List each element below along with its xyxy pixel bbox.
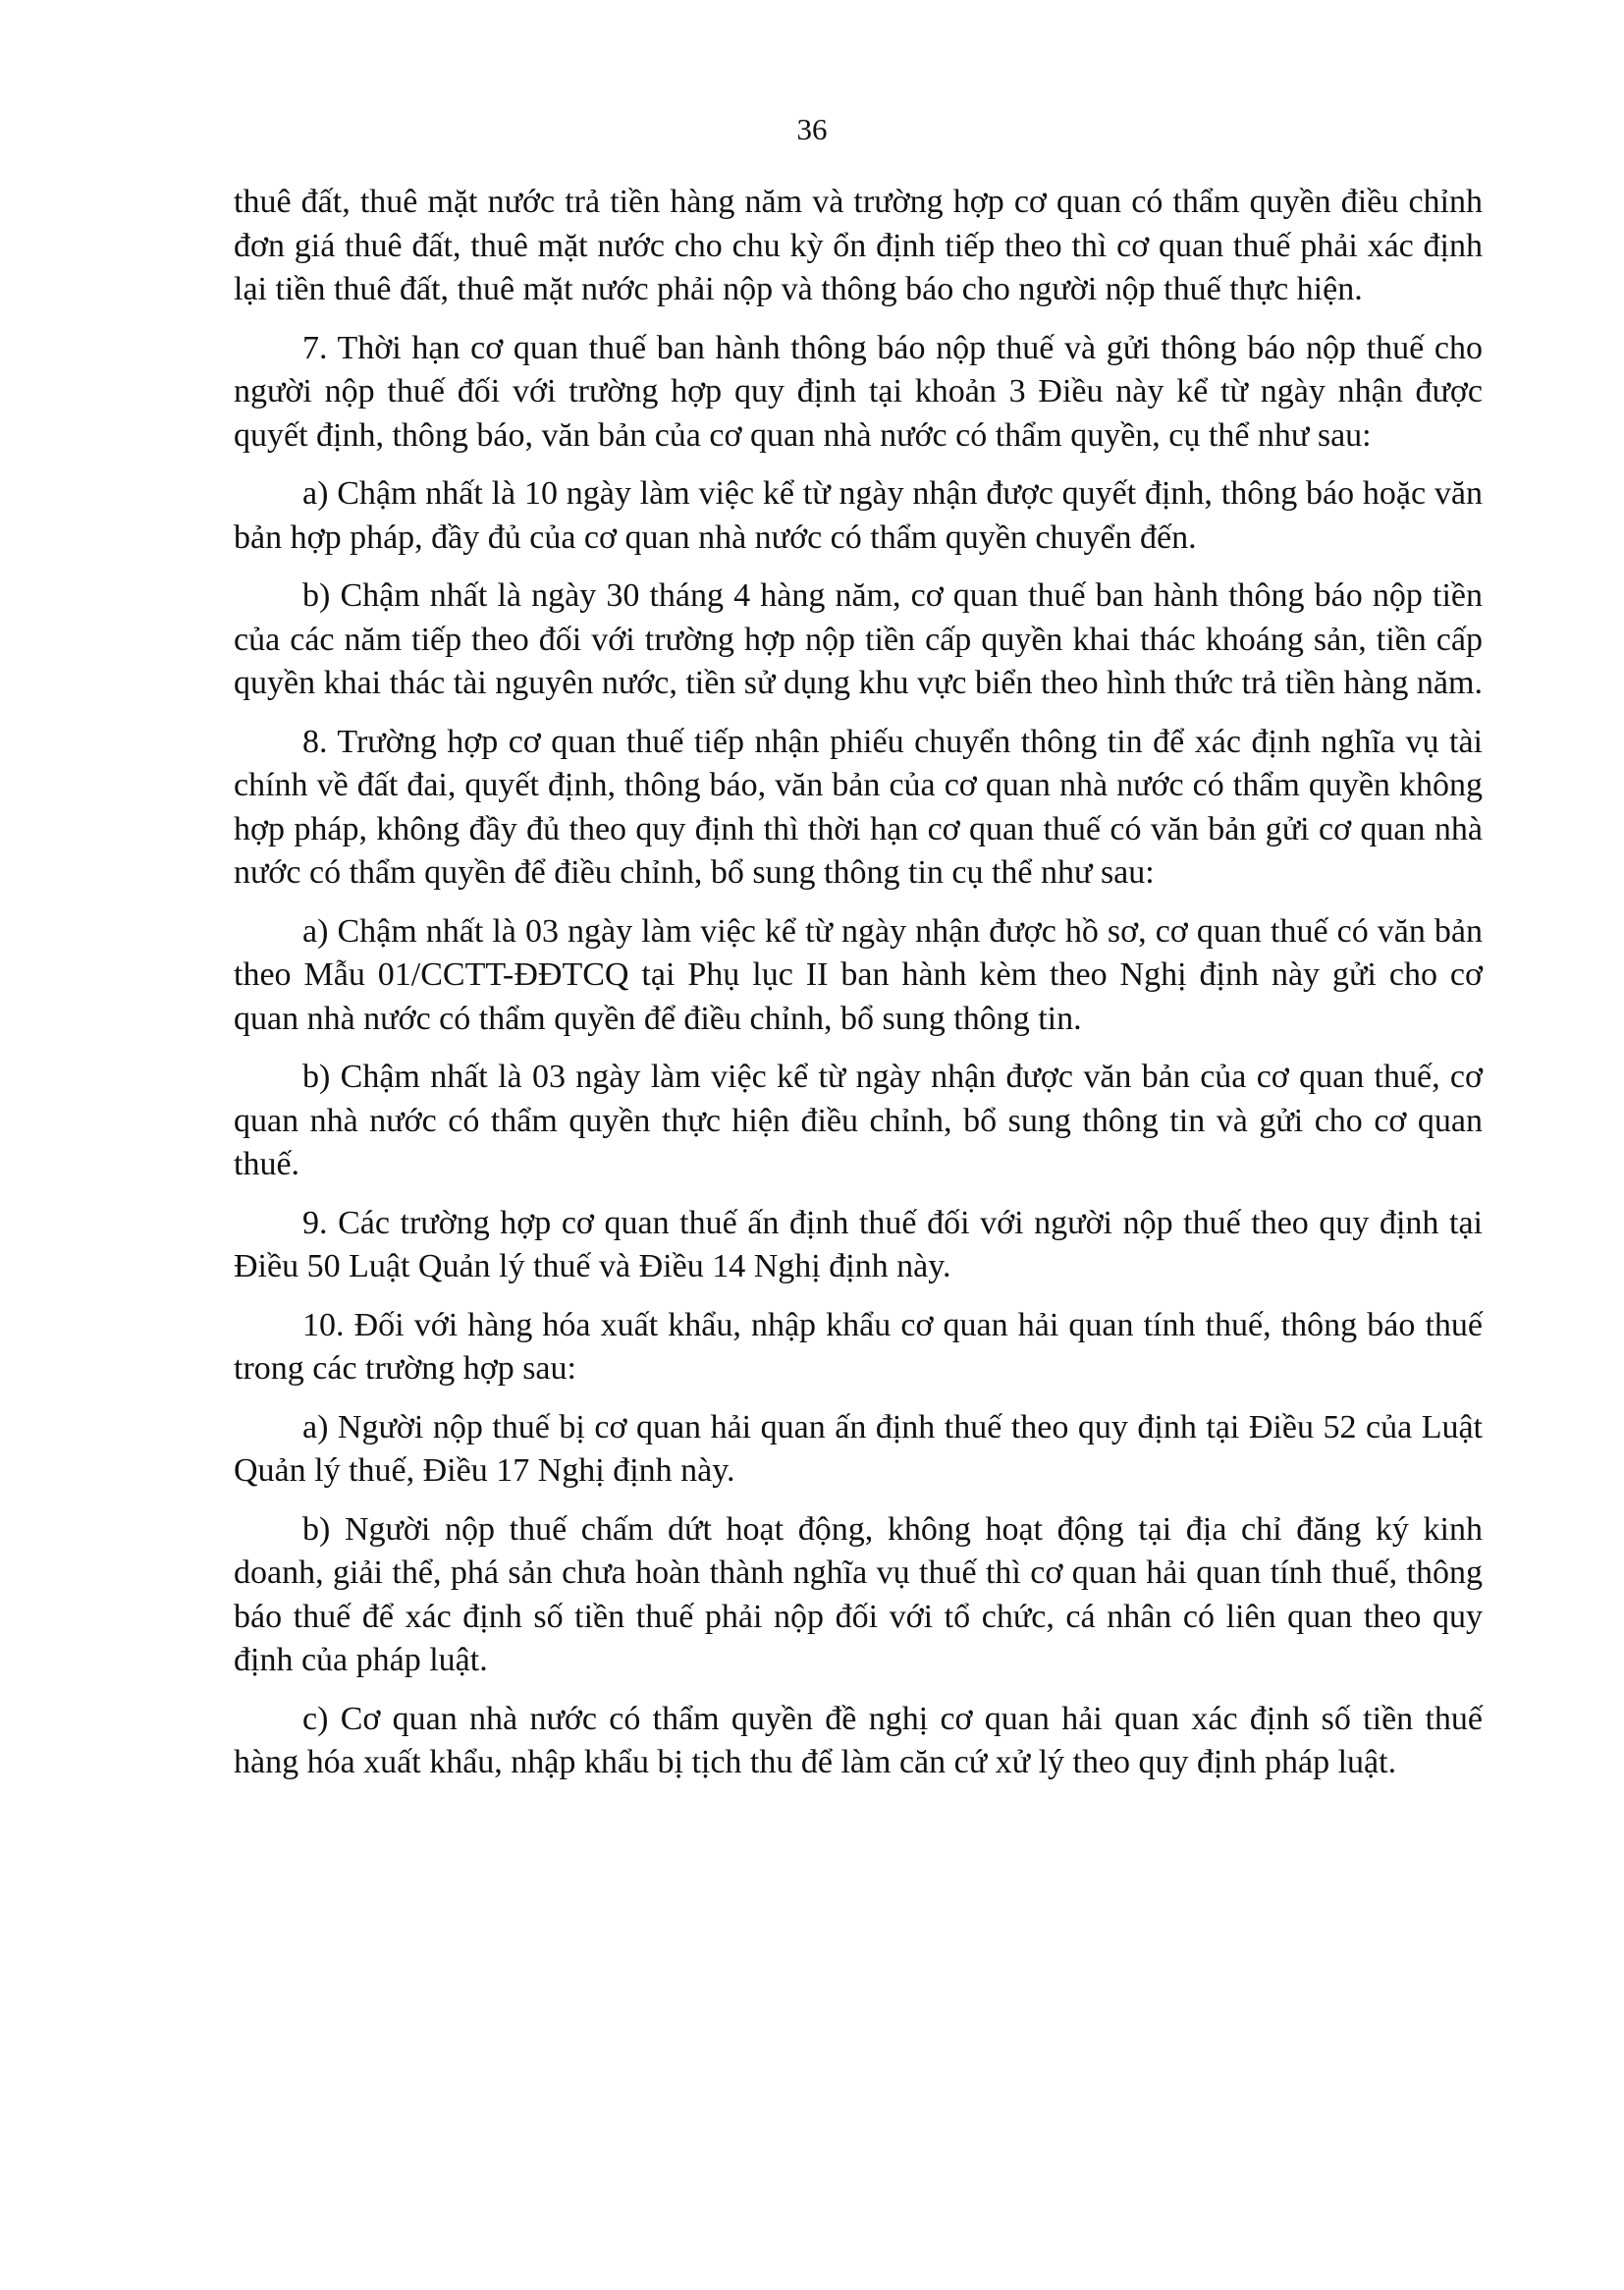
paragraph-clause-8b: b) Chậm nhất là 03 ngày làm việc kể từ ngày nhận được văn bản của cơ quan thuế, cơ quan nhà nước có thẩm quyền thực hiện điều chỉnh, bổ sung thông tin và gửi cho cơ quan thuế.	[234, 1059, 1483, 1182]
paragraph-clause-7b: b) Chậm nhất là ngày 30 tháng 4 hàng năm, cơ quan thuế ban hành thông báo nộp tiền của các năm tiếp theo đối với trường hợp nộp tiền cấp quyền khai thác khoáng sản, tiền cấp quyền khai thác tài nguyên nước, tiền sử dụng khu vực biển theo hình thức trả tiền hàng năm.	[234, 577, 1483, 701]
document-body	[234, 181, 1483, 1800]
paragraph-clause-7a: a) Chậm nhất là 10 ngày làm việc kể từ ngày nhận được quyết định, thông báo hoặc văn bản hợp pháp, đầy đủ của cơ quan nhà nước có thẩm quyền chuyển đến.	[234, 475, 1483, 556]
paragraph-clause-8: 8. Trường hợp cơ quan thuế tiếp nhận phiếu chuyển thông tin để xác định nghĩa vụ tài chính về đất đai, quyết định, thông báo, văn bản của cơ quan nhà nước có thẩm quyền không hợp pháp, không đầy đủ theo quy định thì thời hạn cơ quan thuế có văn bản gửi cơ quan nhà nước có thẩm quyền để điều chỉnh, bổ sung thông tin cụ thể như sau:	[234, 723, 1483, 891]
paragraph-clause-10: 10. Đối với hàng hóa xuất khẩu, nhập khẩu cơ quan hải quan tính thuế, thông báo thuế trong các trường hợp sau:	[234, 1306, 1483, 1387]
paragraph-clause-10c: c) Cơ quan nhà nước có thẩm quyền đề nghị cơ quan hải quan xác định số tiền thuế hàng hóa xuất khẩu, nhập khẩu bị tịch thu để làm căn cứ xử lý theo quy định pháp luật.	[234, 1700, 1483, 1780]
paragraph-clause-8a: a) Chậm nhất là 03 ngày làm việc kể từ ngày nhận được hồ sơ, cơ quan thuế có văn bản theo Mẫu 01/CCTT-ĐĐTCQ tại Phụ lục II ban hành kèm theo Nghị định này gửi cho cơ quan nhà nước có thẩm quyền để điều chỉnh, bổ sung thông tin.	[234, 912, 1483, 1037]
paragraph-clause-10b: b) Người nộp thuế chấm dứt hoạt động, không hoạt động tại địa chỉ đăng ký kinh doanh, giải thể, phá sản chưa hoàn thành nghĩa vụ thuế thì cơ quan hải quan tính thuế, thông báo thuế để xác định số tiền thuế phải nộp đối với tổ chức, cá nhân có liên quan theo quy định của pháp luật.	[234, 1510, 1483, 1678]
page-number: 36	[796, 112, 828, 146]
paragraph-continuation: thuê đất, thuê mặt nước trả tiền hàng năm và trường hợp cơ quan có thẩm quyền điều chỉnh đơn giá thuê đất, thuê mặt nước cho chu kỳ ổn định tiếp theo thì cơ quan thuế phải xác định lại tiền thuê đất, thuê mặt nước phải nộp và thông báo cho người nộp thuế thực hiện.	[234, 184, 1483, 307]
paragraph-clause-9: 9. Các trường hợp cơ quan thuế ấn định thuế đối với người nộp thuế theo quy định tại Điều 50 Luật Quản lý thuế và Điều 14 Nghị định này.	[234, 1204, 1483, 1284]
paragraph-clause-7: 7. Thời hạn cơ quan thuế ban hành thông báo nộp thuế và gửi thông báo nộp thuế cho người nộp thuế đối với trường hợp quy định tại khoản 3 Điều này kể từ ngày nhận được quyết định, thông báo, văn bản của cơ quan nhà nước có thẩm quyền, cụ thể như sau:	[234, 329, 1483, 454]
paragraph-clause-10a: a) Người nộp thuế bị cơ quan hải quan ấn định thuế theo quy định tại Điều 52 của Luật Quản lý thuế, Điều 17 Nghị định này.	[234, 1408, 1483, 1489]
